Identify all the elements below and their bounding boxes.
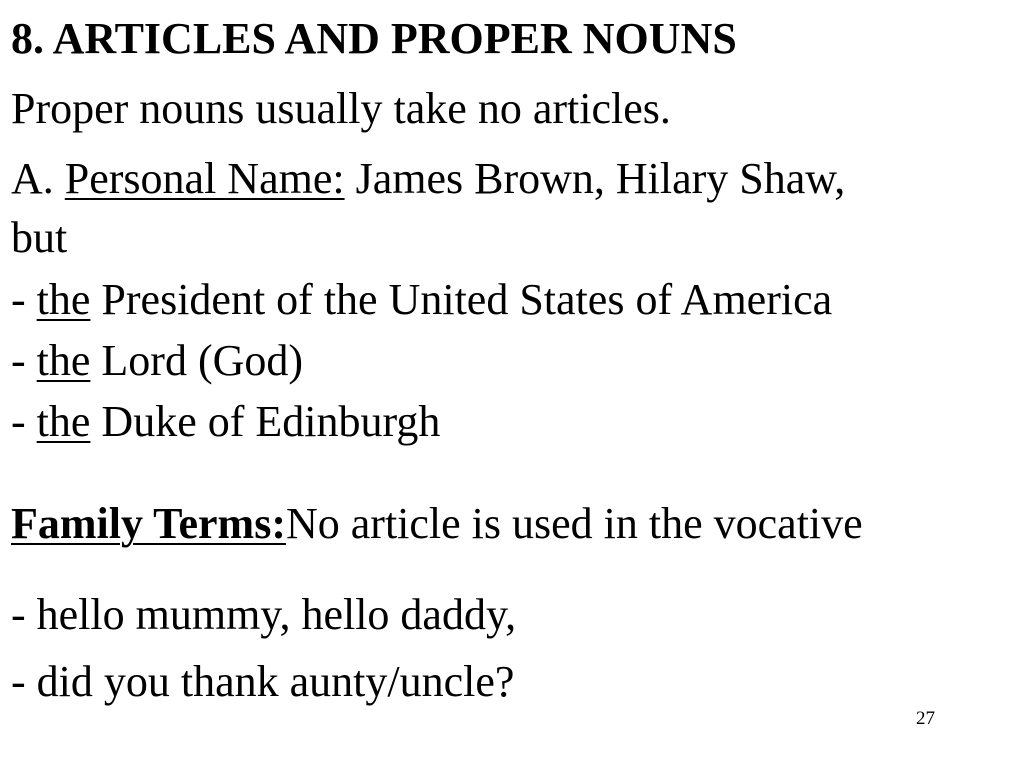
dash: -: [11, 336, 37, 385]
dash: -: [11, 275, 37, 324]
family-terms-label: Family Terms:: [11, 499, 286, 548]
example-rest: Duke of Edinburgh: [90, 397, 441, 446]
dash: -: [11, 397, 37, 446]
intro-text: Proper nouns usually take no articles.: [11, 84, 671, 133]
family-terms-line: [11, 499, 863, 548]
vocative-example: - did you thank aunty/uncle?: [11, 657, 515, 706]
personal-name-examples: James Brown, Hilary Shaw,: [344, 154, 846, 203]
the-example-duke: [11, 397, 441, 446]
but-text: but: [11, 213, 68, 262]
personal-name-label: Personal Name:: [64, 154, 345, 203]
personal-name-line: [11, 154, 846, 203]
personal-name-prefix: A.: [11, 154, 65, 203]
article-the: the: [36, 275, 91, 324]
family-terms-text: No article is used in the vocative: [285, 499, 863, 548]
the-example-lord: [11, 336, 304, 385]
example-rest: President of the United States of America: [90, 275, 833, 324]
the-example-president: [11, 275, 833, 324]
example-rest: Lord (God): [90, 336, 304, 385]
article-the: the: [36, 336, 91, 385]
vocative-example: - hello mummy, hello daddy,: [11, 590, 517, 639]
slide-title: 8. ARTICLES AND PROPER NOUNS: [11, 14, 737, 63]
page-number: 27: [916, 708, 935, 729]
article-the: the: [36, 397, 91, 446]
